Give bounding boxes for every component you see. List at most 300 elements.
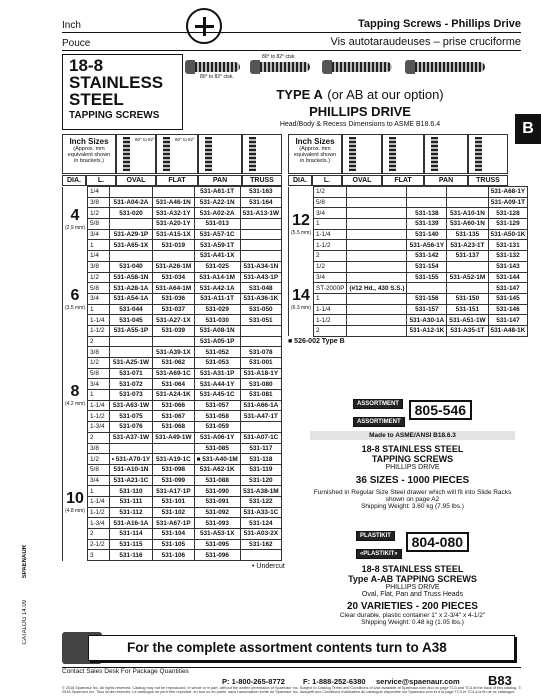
part-number-cell[interactable]: 531-A32-1Y <box>153 208 194 219</box>
footer-email[interactable]: service@spaenaur.com <box>376 677 460 686</box>
inch-sizes-box <box>62 134 116 174</box>
part-number-cell[interactable]: 531-A63-1W <box>109 400 152 411</box>
title-line-4: TAPPING SCREWS <box>69 110 160 121</box>
part-number-cell[interactable]: 531-A62-1K <box>194 464 240 475</box>
part-number-cell[interactable]: 531-A15-1X <box>153 229 194 240</box>
asme-note: Head/Body & Recess Dimensions to ASME B18.6.4 <box>279 121 441 128</box>
col-dia-right: DIA. <box>288 175 312 186</box>
part-number-cell[interactable]: 531-A19-1C <box>153 454 194 465</box>
part-number-cell[interactable]: 531-164 <box>240 197 281 208</box>
col-flat: FLAT <box>156 175 198 186</box>
part-number-cell[interactable]: 531-059 <box>194 422 240 433</box>
assort2-t3: PHILLIPS DRIVE <box>385 584 440 591</box>
part-number-cell[interactable]: 531-151 <box>447 304 488 315</box>
table-row <box>63 261 282 272</box>
part-number-cell[interactable]: 531-162 <box>240 539 281 550</box>
part-number-cell[interactable]: 531-030 <box>194 315 240 326</box>
part-number-cell <box>347 272 407 283</box>
part-number-cell[interactable]: 531-A45-1C <box>194 390 240 401</box>
part-number-cell[interactable]: ■ 531-A40-1M <box>194 454 240 465</box>
part-number-cell[interactable]: 531-145 <box>488 293 528 304</box>
part-number-cell[interactable]: 531-092 <box>194 507 240 518</box>
part-number-cell[interactable]: 531-001 <box>240 358 281 369</box>
part-number-cell[interactable]: 531-A18-1Y <box>240 368 281 379</box>
part-number-cell[interactable]: 531-A47-1T <box>240 411 281 422</box>
part-number-cell <box>447 197 488 208</box>
length-cell: 5/8 <box>88 368 110 379</box>
part-number-cell <box>347 187 407 198</box>
part-number-cell[interactable]: 531-057 <box>194 400 240 411</box>
table-row <box>289 251 528 262</box>
part-number-cell[interactable]: 531-A04-2A <box>109 197 152 208</box>
table-row <box>63 251 282 262</box>
footer-contact: Contact Sales Desk For Package Quantities <box>62 668 189 675</box>
type-heading <box>205 86 515 128</box>
part-number-cell[interactable]: 531-A03-2X <box>240 529 281 540</box>
part-number-cell[interactable]: 531-A55-1P <box>109 325 152 336</box>
length-cell: 2-1/2 <box>88 539 110 550</box>
inch-sizes-title: Inch Sizes <box>69 137 109 146</box>
table-row <box>289 272 528 283</box>
part-number-cell[interactable]: 531-098 <box>153 464 194 475</box>
part-number-cell[interactable]: 531-080 <box>240 379 281 390</box>
pan-screw-head-icon <box>322 60 332 74</box>
length-cell: 1-3/4 <box>88 422 110 433</box>
assort1-t1: 18-8 STAINLESS STEEL <box>361 444 464 454</box>
length-cell: 3/4 <box>88 379 110 390</box>
table-row <box>63 486 282 497</box>
length-cell: 1-1/4 <box>88 496 110 507</box>
part-number-cell[interactable]: 531-034 <box>153 272 194 283</box>
part-number-cell[interactable]: 531-A12-1K <box>407 325 447 336</box>
length-cell: 1-1/4 <box>88 400 110 411</box>
length-cell: 1/2 <box>88 208 110 219</box>
pan-screw-icon <box>332 62 392 72</box>
part-number-cell[interactable]: 531-A06-1Y <box>194 432 240 443</box>
part-number-cell[interactable]: 531-064 <box>153 379 194 390</box>
length-cell: 3 <box>88 550 110 561</box>
dia-mm: (4.2 mm) <box>65 400 85 407</box>
part-number-cell[interactable]: 531-106 <box>153 550 194 561</box>
part-number-cell[interactable]: 531-114 <box>109 529 152 540</box>
part-number-cell <box>240 336 281 347</box>
part-number-cell[interactable]: 531-139 <box>407 219 447 230</box>
dia-mm: (4.8 mm) <box>65 507 85 514</box>
part-number-cell[interactable]: 531-116 <box>109 550 152 561</box>
length-cell: 3/8 <box>88 347 110 358</box>
part-number-cell[interactable]: 531-029 <box>194 304 240 315</box>
dia-cell <box>289 261 314 336</box>
part-number-cell[interactable]: 531-140 <box>407 229 447 240</box>
part-number-cell[interactable]: 531-091 <box>194 496 240 507</box>
part-number-cell[interactable]: 531-105 <box>153 539 194 550</box>
part-number-cell <box>240 219 281 230</box>
part-number-cell[interactable]: 531-066 <box>153 400 194 411</box>
part-number-cell[interactable]: 531-A17-1P <box>153 486 194 497</box>
part-number-cell[interactable]: 531-144 <box>488 272 528 283</box>
part-number-cell[interactable]: 531-A41-1X <box>194 251 240 262</box>
part-number-cell[interactable]: 531-A64-1M <box>153 283 194 294</box>
oval-screw-icon <box>195 62 240 72</box>
length-cell: 1 <box>88 304 110 315</box>
table-row <box>63 411 282 422</box>
part-number-cell[interactable]: 531-095 <box>194 539 240 550</box>
part-number-cell[interactable]: 531-081 <box>240 390 281 401</box>
part-number-cell[interactable]: 531-A28-1A <box>109 283 152 294</box>
part-number-cell[interactable]: 531-040 <box>109 261 152 272</box>
length-cell: 3/4 <box>88 475 110 486</box>
part-number-cell[interactable]: 531-A08-1N <box>194 325 240 336</box>
part-number-cell <box>347 229 407 240</box>
part-number-cell <box>447 283 488 294</box>
part-number-cell[interactable]: 531-052 <box>194 347 240 358</box>
part-number-cell[interactable]: 531-143 <box>488 261 528 272</box>
part-number-cell[interactable]: 531-115 <box>109 539 152 550</box>
part-number-cell[interactable]: 531-050 <box>240 304 281 315</box>
part-number-cell[interactable]: 531-A56-1Y <box>407 240 447 251</box>
part-number-cell[interactable]: 531-163 <box>240 187 281 198</box>
part-number-cell[interactable]: 531-A36-1K <box>240 293 281 304</box>
part-number-cell[interactable]: 531-155 <box>407 272 447 283</box>
part-number-cell[interactable]: 531-A27-1X <box>153 315 194 326</box>
part-number-cell[interactable]: 531-A51-1W <box>447 315 488 326</box>
part-number-cell[interactable]: 531-112 <box>109 507 152 518</box>
inch-sizes-title-right: Inch Sizes <box>295 137 335 146</box>
part-number-cell[interactable]: 531-A67-1P <box>153 518 194 529</box>
part-number-cell[interactable]: 531-117 <box>240 443 281 454</box>
part-number-cell[interactable]: 531-A50-1K <box>488 229 528 240</box>
assortment-number[interactable]: 805-546 <box>409 400 472 420</box>
length-cell: 1/2 <box>88 272 110 283</box>
length-cell: 3/4 <box>314 272 347 283</box>
length-cell: 1/2 <box>88 454 110 465</box>
inch-sizes-note-right: (Approx. mm equivalent shown in brackets.) <box>293 146 337 164</box>
assort1-t3: PHILLIPS DRIVE <box>385 464 440 471</box>
part-number-cell[interactable]: 531-A58-1N <box>109 272 152 283</box>
part-number-cell[interactable]: 531-075 <box>109 411 152 422</box>
plastikit-label-fr: «PLASTIKIT» <box>356 549 402 559</box>
pan-pic <box>198 134 242 174</box>
part-number-cell[interactable]: 531-A26-1M <box>153 261 194 272</box>
table-row <box>63 390 282 401</box>
type-a-note: (or AB at our option) <box>327 87 444 102</box>
part-number-cell <box>447 187 488 198</box>
length-cell: 1/2 <box>314 187 347 198</box>
part-number-cell[interactable]: 531-A05-1P <box>194 336 240 347</box>
part-number-cell[interactable]: 531-142 <box>407 251 447 262</box>
part-number-cell[interactable]: 531-A69-1C <box>153 368 194 379</box>
assortment-label: ASSORTMENT <box>353 399 403 409</box>
oval-angle: 80° to 82° <box>135 137 155 142</box>
a38-banner[interactable]: For the complete assortment contents turn to A38 <box>88 635 515 661</box>
part-number-cell[interactable]: 531-138 <box>407 208 447 219</box>
part-number-cell[interactable]: 531-A24-1K <box>153 390 194 401</box>
header-pouce: Pouce <box>62 38 91 49</box>
part-number-cell[interactable]: 531-025 <box>194 261 240 272</box>
part-number-cell[interactable]: 531-111 <box>109 496 152 507</box>
assortiment-label: ASSORTIMENT <box>353 417 405 427</box>
part-number-cell[interactable]: 531-131 <box>488 240 528 251</box>
part-number-cell[interactable]: 531-150 <box>447 293 488 304</box>
table-row <box>289 219 528 230</box>
part-number-cell[interactable]: 531-A20-1Y <box>153 219 194 230</box>
part-number-cell[interactable]: 531-073 <box>109 390 152 401</box>
part-number-cell[interactable]: 531-068 <box>153 422 194 433</box>
header-inch: Inch <box>62 20 81 31</box>
part-number-cell[interactable]: 531-A39-1X <box>153 347 194 358</box>
page-number: B83 <box>488 673 512 688</box>
part-number-cell[interactable]: 531-A48-1K <box>488 325 528 336</box>
part-number-cell[interactable]: 531-A22-1N <box>194 197 240 208</box>
phillips-drive-heading: PHILLIPS DRIVE <box>309 104 411 119</box>
part-number-cell[interactable]: 531-045 <box>109 315 152 326</box>
part-number-cell[interactable]: • 531-A70-1Y <box>109 454 152 465</box>
table-row <box>63 539 282 550</box>
dia-mm: (2.9 mm) <box>65 224 85 231</box>
length-cell: 1 <box>88 390 110 401</box>
table-row <box>289 187 528 198</box>
part-number-cell[interactable]: 531-053 <box>194 358 240 369</box>
part-number-cell[interactable]: 531-A16-1A <box>109 518 152 529</box>
part-number-cell[interactable]: 531-156 <box>407 293 447 304</box>
part-number-cell[interactable]: 531-A65-1X <box>109 240 152 251</box>
assort1-t5: Furnished in Regular Size Steel drawer which will fit into Slide Racks shown on page A2 <box>313 489 512 503</box>
col-truss: TRUSS <box>242 175 282 186</box>
part-number-cell[interactable]: 531-124 <box>240 518 281 529</box>
part-number-cell[interactable]: 531-A49-1W <box>153 432 194 443</box>
part-number-cell[interactable]: 531-A10-1N <box>109 464 152 475</box>
inch-sizes-box-right <box>288 134 342 174</box>
plastikit-label: PLASTIKIT <box>356 531 395 541</box>
table-row <box>63 464 282 475</box>
part-number-cell[interactable]: 531-A21-1C <box>109 475 152 486</box>
part-number-cell[interactable]: 531-A07-1C <box>240 432 281 443</box>
part-number-cell[interactable]: 531-A23-1T <box>447 240 488 251</box>
right-table <box>288 186 528 337</box>
part-number-cell <box>347 315 407 326</box>
part-number-cell[interactable]: 531-036 <box>153 293 194 304</box>
part-number-cell[interactable]: 531-135 <box>447 229 488 240</box>
part-number-cell[interactable]: 531-A57-1C <box>194 229 240 240</box>
part-number-cell[interactable]: 531-076 <box>109 422 152 433</box>
col-pan: PAN <box>198 175 242 186</box>
part-number-cell[interactable]: 531-088 <box>194 475 240 486</box>
header-title: Tapping Screws - Phillips Drive <box>357 18 521 30</box>
part-number-cell[interactable]: 531-147 <box>488 283 528 294</box>
part-number-cell[interactable]: 531-020 <box>109 208 152 219</box>
part-number-cell[interactable]: 531-A14-1M <box>194 272 240 283</box>
table-row <box>63 283 282 294</box>
part-number-cell[interactable]: 531-101 <box>153 496 194 507</box>
part-number-cell[interactable]: 531-A54-1A <box>109 293 152 304</box>
assort1-t2: TAPPING SCREWS <box>371 454 454 464</box>
part-number-cell[interactable]: (#12 Hd., 430 S.S.) <box>347 283 407 294</box>
dia-value: 10 <box>66 489 84 507</box>
oval-screw-head-icon <box>185 60 195 74</box>
part-number-cell[interactable]: 531-085 <box>194 443 240 454</box>
length-cell: 1/2 <box>314 261 347 272</box>
part-number-cell <box>109 347 152 358</box>
table-row <box>63 443 282 454</box>
part-number-cell[interactable]: 531-067 <box>153 411 194 422</box>
oval-pic <box>116 134 156 174</box>
part-number-cell[interactable]: 531-A66-1A <box>240 400 281 411</box>
title-line-3: STEEL <box>69 90 124 109</box>
part-number-cell[interactable]: 531-119 <box>240 464 281 475</box>
part-number-cell <box>347 219 407 230</box>
part-number-cell[interactable]: 531-037 <box>153 304 194 315</box>
assort2-t7: Shipping Weight: 0.48 kg (1.05 lbs.) <box>361 619 464 626</box>
part-number-cell <box>347 251 407 262</box>
part-number-cell[interactable]: 531-118 <box>240 454 281 465</box>
part-number-cell[interactable]: 531-A11-1T <box>194 293 240 304</box>
table-row <box>63 507 282 518</box>
part-number-cell[interactable]: 531-154 <box>407 261 447 272</box>
length-cell: 1-1/4 <box>314 229 347 240</box>
table-row <box>63 208 282 219</box>
part-number-cell <box>153 187 194 198</box>
assort1-t6: Shipping Weight: 3.60 kg (7.95 lbs.) <box>361 503 464 510</box>
part-number-cell[interactable]: 531-048 <box>240 283 281 294</box>
part-number-cell[interactable]: 531-090 <box>194 486 240 497</box>
length-cell: 3/4 <box>88 293 110 304</box>
part-number-cell[interactable]: 531-147 <box>488 315 528 326</box>
part-number-cell[interactable]: 531-122 <box>240 496 281 507</box>
header-rule <box>62 32 521 33</box>
part-number-cell[interactable]: 531-A09-1T <box>488 197 528 208</box>
part-number-cell[interactable]: 531-019 <box>153 240 194 251</box>
part-number-cell[interactable]: 531-A33-1C <box>240 507 281 518</box>
part-number-cell <box>109 187 152 198</box>
part-number-cell <box>240 325 281 336</box>
part-number-cell <box>109 443 152 454</box>
part-number-cell[interactable]: 531-A02-2A <box>194 208 240 219</box>
length-cell: 3/4 <box>314 208 347 219</box>
table-row <box>63 454 282 465</box>
table-row <box>63 304 282 315</box>
dia-cell <box>63 251 88 347</box>
col-flat-right: FLAT <box>382 175 424 186</box>
part-number-cell <box>240 422 281 433</box>
part-number-cell[interactable]: 531-A25-1W <box>109 358 152 369</box>
section-tab[interactable]: B <box>515 114 541 144</box>
length-cell: 1/4 <box>88 187 110 198</box>
part-number-cell[interactable]: 531-062 <box>153 358 194 369</box>
inch-sizes-note: (Approx. mm equivalent shown in brackets.) <box>67 146 111 164</box>
part-number-cell[interactable]: 531-110 <box>109 486 152 497</box>
part-number-cell[interactable]: 531-013 <box>194 219 240 230</box>
truss-pic <box>242 134 282 174</box>
part-number-cell[interactable]: 531-128 <box>488 208 528 219</box>
flat-pic <box>156 134 198 174</box>
length-cell: 1-3/4 <box>88 518 110 529</box>
part-number-cell[interactable]: 531-096 <box>194 550 240 561</box>
length-cell: 1-1/4 <box>314 304 347 315</box>
part-number-cell[interactable]: 531-A42-1A <box>194 283 240 294</box>
undercut-note: • Undercut <box>252 563 285 570</box>
table-row <box>63 272 282 283</box>
part-number-cell[interactable]: 531-058 <box>194 411 240 422</box>
part-number-cell[interactable]: 531-132 <box>488 251 528 262</box>
length-cell: 1/4 <box>88 251 110 262</box>
truss-screw-icon <box>415 62 485 72</box>
phillips-logo-icon <box>186 8 222 44</box>
part-number-cell[interactable]: 531-A10-1N <box>447 208 488 219</box>
table-row <box>63 325 282 336</box>
part-number-cell[interactable]: 531-A60-1N <box>447 219 488 230</box>
part-number-cell[interactable]: 531-137 <box>447 251 488 262</box>
part-number-cell <box>153 336 194 347</box>
part-number-cell[interactable]: 531-129 <box>488 219 528 230</box>
part-number-cell[interactable]: 531-146 <box>488 304 528 315</box>
table-row <box>63 368 282 379</box>
part-number-cell[interactable]: 531-039 <box>153 325 194 336</box>
part-number-cell <box>347 304 407 315</box>
part-number-cell[interactable]: 531-A34-1N <box>240 261 281 272</box>
part-number-cell[interactable]: 531-A68-1Y <box>488 187 528 198</box>
part-number-cell[interactable]: 531-099 <box>153 475 194 486</box>
part-number-cell[interactable]: 531-044 <box>109 304 152 315</box>
part-number-cell[interactable]: 531-A29-1P <box>109 229 152 240</box>
part-number-cell[interactable]: 531-072 <box>109 379 152 390</box>
part-number-cell[interactable]: 531-A59-1T <box>194 240 240 251</box>
part-number-cell[interactable]: 531-A46-1N <box>153 197 194 208</box>
length-cell: 3/8 <box>88 197 110 208</box>
part-number-cell <box>347 293 407 304</box>
table-row <box>289 240 528 251</box>
table-row <box>63 475 282 486</box>
table-row <box>63 336 282 347</box>
plastikit-number[interactable]: 804-080 <box>406 532 469 552</box>
part-number-cell[interactable]: 531-078 <box>240 347 281 358</box>
part-number-cell[interactable]: 531-A61-1T <box>194 187 240 198</box>
part-number-cell <box>347 325 407 336</box>
part-number-cell[interactable]: 531-157 <box>407 304 447 315</box>
part-number-cell[interactable]: 531-120 <box>240 475 281 486</box>
part-number-cell[interactable]: 531-102 <box>153 507 194 518</box>
length-cell: 3/8 <box>88 261 110 272</box>
part-number-cell[interactable]: 531-093 <box>194 518 240 529</box>
part-number-cell[interactable]: 531-104 <box>153 529 194 540</box>
table-row <box>63 496 282 507</box>
part-number-cell[interactable]: 531-A44-1Y <box>194 379 240 390</box>
part-number-cell[interactable]: 531-A35-1T <box>447 325 488 336</box>
part-number-cell[interactable]: 531-051 <box>240 315 281 326</box>
col-dia: DIA. <box>62 175 86 186</box>
title-box <box>62 54 183 130</box>
part-number-cell[interactable]: 531-071 <box>109 368 152 379</box>
spaenaur-brand: SPAENAUR <box>22 545 28 579</box>
part-number-cell[interactable]: 531-A52-1M <box>447 272 488 283</box>
part-number-cell[interactable]: 531-A37-1W <box>109 432 152 443</box>
flat-pic-right <box>382 134 424 174</box>
footer-fax[interactable]: F: 1-888-252-6380 <box>303 677 366 686</box>
part-number-cell[interactable]: 531-A30-1A <box>407 315 447 326</box>
part-number-cell[interactable]: 531-A38-1M <box>240 486 281 497</box>
part-number-cell[interactable]: 531-A43-1P <box>240 272 281 283</box>
flat-angle: 80° to 82° <box>175 137 195 142</box>
length-cell: 1/2 <box>88 358 110 369</box>
part-number-cell[interactable]: 531-A53-1X <box>194 529 240 540</box>
part-number-cell <box>109 336 152 347</box>
dia-value: 8 <box>70 382 80 400</box>
part-number-cell[interactable]: 531-A31-1P <box>194 368 240 379</box>
footer-phone[interactable]: P: 1-800-265-8772 <box>222 677 285 686</box>
length-cell: 5/8 <box>314 197 347 208</box>
part-number-cell[interactable]: 531-A13-1W <box>240 208 281 219</box>
title-line-2: STAINLESS <box>69 73 164 92</box>
table-row <box>289 197 528 208</box>
